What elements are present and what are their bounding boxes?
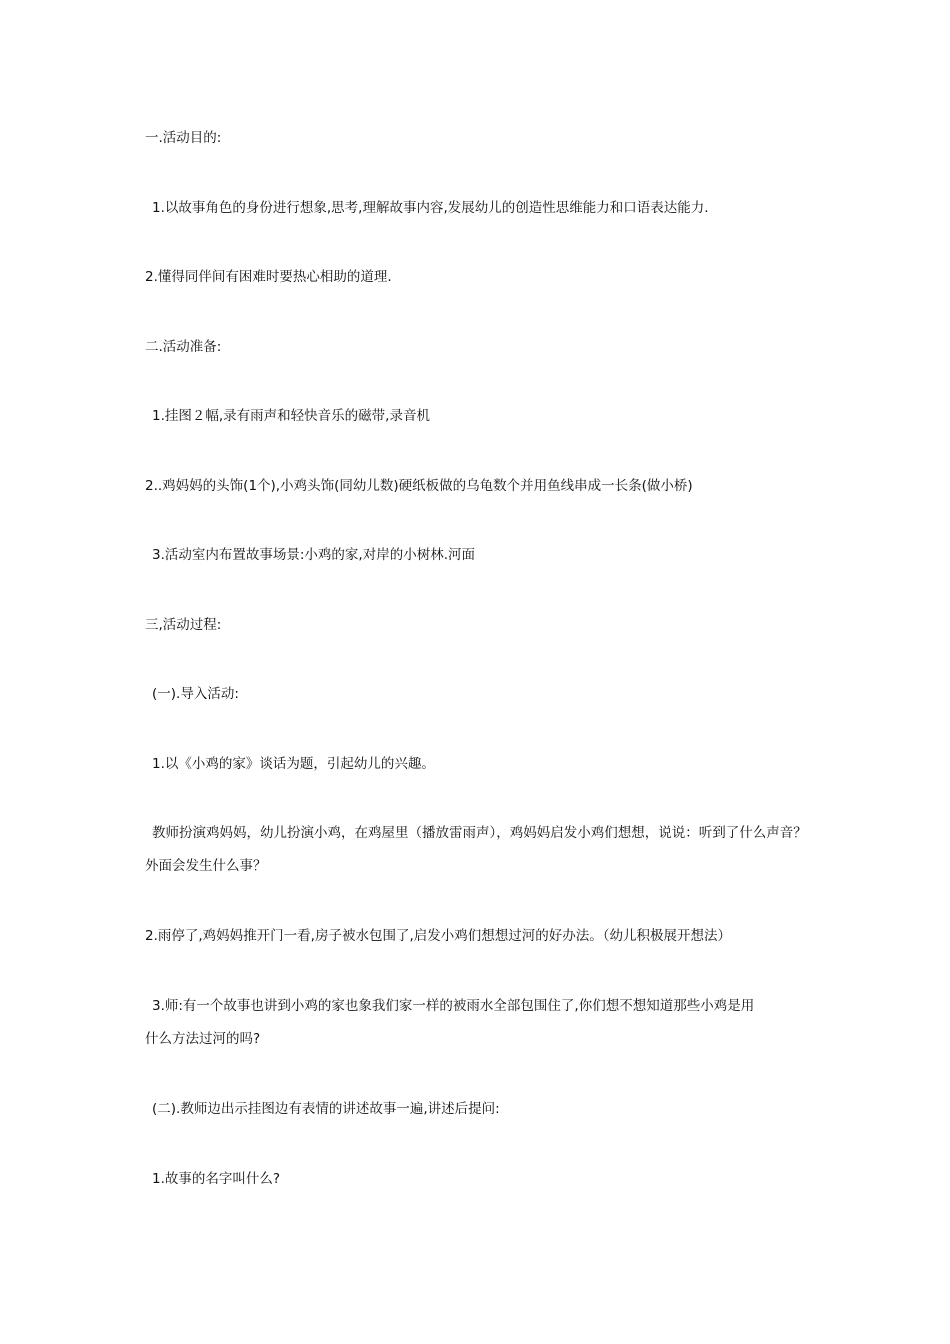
teacher-role-paragraph-line-2: 外面会发生什么事？: [145, 858, 267, 874]
process-item-3-line-1: 3.师:有一个故事也讲到小鸡的家也象我们家一样的被雨水全部包围住了,你们想不想知道那些小鸡是用: [152, 998, 755, 1014]
section-heading-goals: 一.活动目的:: [145, 130, 222, 146]
preparation-item-3: 3.活动室内布置故事场景:小鸡的家,对岸的小树林.河面: [152, 547, 476, 563]
section-heading-preparation: 二.活动准备:: [145, 339, 222, 355]
process-item-3-line-2: 什么方法过河的吗?: [145, 1031, 261, 1047]
question-item-1: 1.故事的名字叫什么?: [152, 1171, 281, 1187]
goal-item-1: 1.以故事角色的身份进行想象,思考,理解故事内容,发展幼儿的创造性思维能力和口语表达能力.: [152, 200, 709, 216]
subsection-heading-intro: (一).导入活动:: [152, 686, 239, 702]
subsection-heading-storytelling: (二).教师边出示挂图边有表情的讲述故事一遍,讲述后提问:: [152, 1101, 500, 1117]
preparation-item-1: 1.挂图２幅,录有雨声和轻快音乐的磁带,录音机: [152, 408, 430, 424]
goal-item-2: 2.懂得同伴间有困难时要热心相助的道理.: [145, 269, 392, 285]
process-item-2: 2.雨停了,鸡妈妈推开门一看,房子被水包围了,启发小鸡们想想过河的好办法。（幼儿积极展开想法）: [145, 928, 732, 944]
preparation-item-2: 2..鸡妈妈的头饰(1个),小鸡头饰(同幼儿数)硬纸板做的乌龟数个并用鱼线串成一长条(做小桥): [145, 478, 693, 494]
section-heading-process: 三,活动过程:: [145, 617, 222, 633]
process-item-1: 1.以《小鸡的家》谈话为题，引起幼儿的兴趣。: [152, 756, 435, 772]
teacher-role-paragraph-line-1: 教师扮演鸡妈妈，幼儿扮演小鸡，在鸡屋里（播放雷雨声），鸡妈妈启发小鸡们想想，说说：听到了什么声音？: [152, 825, 807, 841]
